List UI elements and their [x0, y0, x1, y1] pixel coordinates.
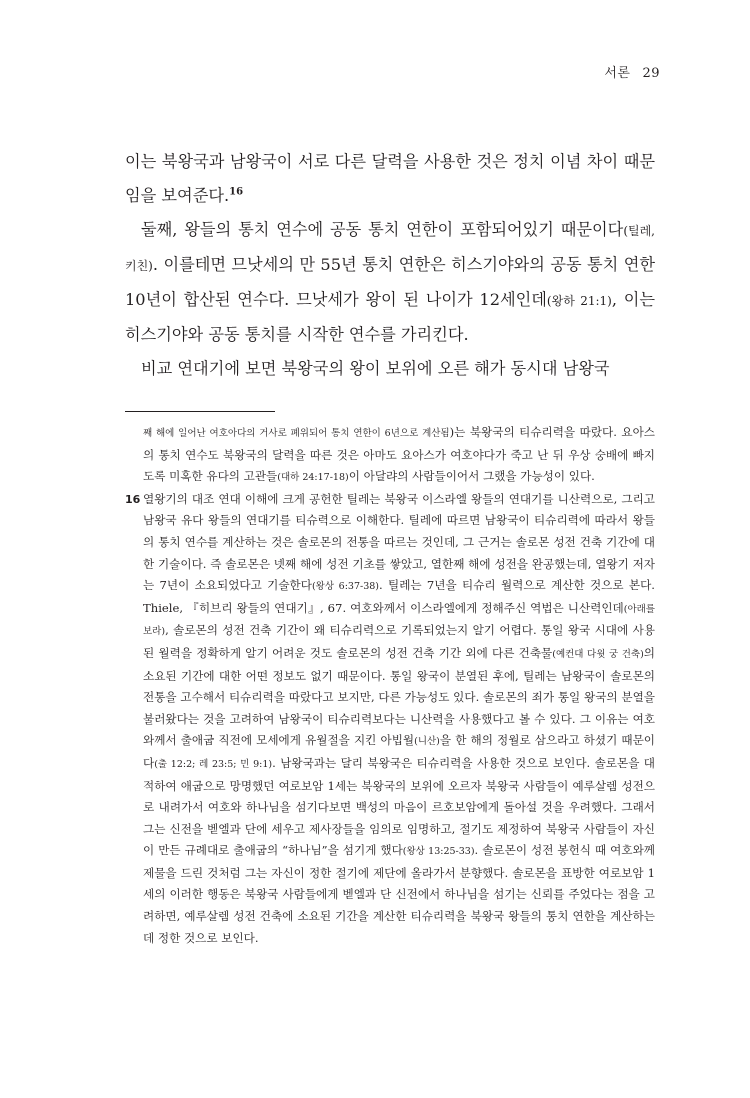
citation-thiele-kitchen: (틸레, 키친) [125, 224, 655, 273]
paragraph-3: 비교 연대기에 보면 북왕국의 왕이 보위에 오른 해가 동시대 남왕국 [141, 359, 610, 378]
main-text [125, 145, 655, 386]
fn16-citation-3: (예컨대 다윗 궁 건축) [552, 648, 644, 660]
footnote-separator [125, 411, 275, 412]
paragraph-1 [125, 145, 655, 213]
paragraph-2-text-e: , 이는 히스기야와 공동 통치를 시작한 연수를 가리킨다. [125, 290, 655, 344]
footnote-continuation [125, 422, 655, 489]
continuation-text-a: 째 해에 일어난 여호아다의 거사로 폐위되어 통치 연한이 6년으로 계산됨 [143, 428, 450, 439]
continuation-text-b: )는 북왕국의 티슈리력을 따랐다. 요아스의 통치 연수도 북왕국의 달력을 따른 것은 아마도 요아스가 여호야다가 죽고 난 뒤 우상 숭배에 빠지도록 미혹한 유다의 고관들 [143, 425, 655, 484]
paragraph-2-text-a: 둘째, 왕들의 통치 연수에 공동 통치 연한이 포함되어있기 때문이다 [141, 220, 624, 239]
footnote-number: 16 [125, 492, 141, 506]
paragraph-2 [125, 213, 655, 352]
paragraph-1-text: 이는 북왕국과 남왕국이 서로 다른 달력을 사용한 것은 정치 이념 차이 때문임을 보여준다. [125, 152, 655, 205]
fn16-citation-5: (출 12:2; 레 23:5; 민 9:1) [154, 758, 273, 770]
fn16-text-1: 열왕기의 대조 연대 이해에 크게 공헌한 틸레는 북왕국 이스라엘 왕들의 연대기를 니산력으로, 그리고 남왕국 유다 왕들의 연대기를 티슈력으로 이해한다. 틸레에 따르면 남왕국이 티슈리력에 따라서 왕들의 통치 연수를 계산하는 것은 솔로몬의 전통을 따르는 것인데, 그 근거는 솔로몬 성전 건축 기간에 대한 기술이다. 즉 솔로몬은 넷째 해에 성전 기초를 쌓았고, 열한째 해에 성전을 완공했는데, 열왕기 저자는 7년이 소요되었다고 기술한다 [143, 491, 655, 593]
fn16-text-4: 의 소요된 기간에 대한 어떤 정보도 없기 때문이다. 통일 왕국이 분열된 후에, 틸레는 남왕국이 솔로몬의 전통을 고수해서 티슈리력을 따랐다고 보지만, 다른 가능성도 있다. 솔로몬의 죄가 통일 왕국의 분열을 불러왔다는 것을 고려하여 남왕국이 티슈리력보다는 니산력을 사용했다고 볼 수 있다. 그 이유는 여호와께서 출애굽 직전에 모세에게 유월절을 지킨 아빕월 [143, 645, 655, 748]
citation-2chron-24: (대하 24:17-18) [277, 472, 349, 484]
citation-2kings-21-1: (왕하 21:1) [546, 294, 612, 308]
fn16-citation-6: (왕상 13:25-33) [402, 846, 475, 858]
footnote-16 [125, 489, 655, 949]
fn16-citation-2: (아래를 보라) [143, 603, 655, 638]
section-title: 서론 [604, 66, 631, 81]
fn16-text-7: . 솔로몬이 성전 봉헌식 때 여호와께 제물을 드린 것처럼 그는 자신이 정한 절기에 제단에 올라가서 분향했다. 솔로몬을 표방한 여로보암 1세의 이러한 행동은 북왕국 사람들에게 벧엘과 단 신전에서 하나님을 섬기는 신뢰를 주었다는 점을 고려하면, 예루살렘 성전 건축에 소요된 기간을 계산한 티슈리력을 북왕국 왕들의 통치 연한을 계산하는 데 정한 것으로 보인다. [143, 843, 655, 945]
page-number: 29 [642, 66, 660, 81]
fn16-text-2: . 틸레는 7년을 티슈리 월력으로 계산한 것으로 본다. Thiele, 『히브리 왕들의 연대기』, 67. 여호와께서 이스라엘에게 정해주신 역법은 니산력인데 [143, 578, 655, 615]
footnote-ref-16[interactable]: 16 [229, 186, 244, 198]
fn16-text-3: , 솔로몬의 성전 건축 기간이 왜 티슈리력으로 기록되었는지 알기 어렵다. 통일 왕국 시대에 사용된 월력을 정확하게 알기 어려운 것도 솔로몬의 성전 건축 기간 외에 다른 건축물 [143, 623, 655, 660]
footnote-16-text [143, 489, 655, 949]
running-header [604, 62, 660, 81]
continuation-text-d: 이 아달랴의 사람들이어서 그랬을 가능성이 있다. [348, 469, 595, 484]
footnotes [125, 422, 655, 949]
fn16-citation-4: (니산) [414, 736, 440, 748]
fn16-text-6: . 남왕국과는 달리 북왕국은 티슈리력을 사용한 것으로 보인다. 솔로몬을 대적하여 애굽으로 망명했던 여로보암 1세는 북왕국의 보위에 오르자 북왕국 사람들이 예루살렘 성전으로 내려가서 여호와 하나님을 섬기다보면 백성의 마음이 르호보암에게 돌아설 것을 우려했다. 그래서 그는 신전을 벧엘과 단에 세우고 제사장들을 임의로 임명하고, 절기도 제정하여 북왕국 사람들이 자신이 만든 규례대로 출애굽의 “하나님”을 섬기게 했다 [143, 755, 655, 858]
fn16-citation-1: (왕상 6:37-38) [311, 581, 379, 593]
fn16-text-5: 을 한 해의 정월로 삼으라고 하셨기 때문이다 [143, 733, 655, 770]
paragraph-2-text-c: . 이를테면 므낫세의 만 55년 통치 연한은 히스기야와의 공동 통치 연한 10년이 합산된 연수다. 므낫세가 왕이 된 나이가 12세인데 [125, 255, 655, 309]
